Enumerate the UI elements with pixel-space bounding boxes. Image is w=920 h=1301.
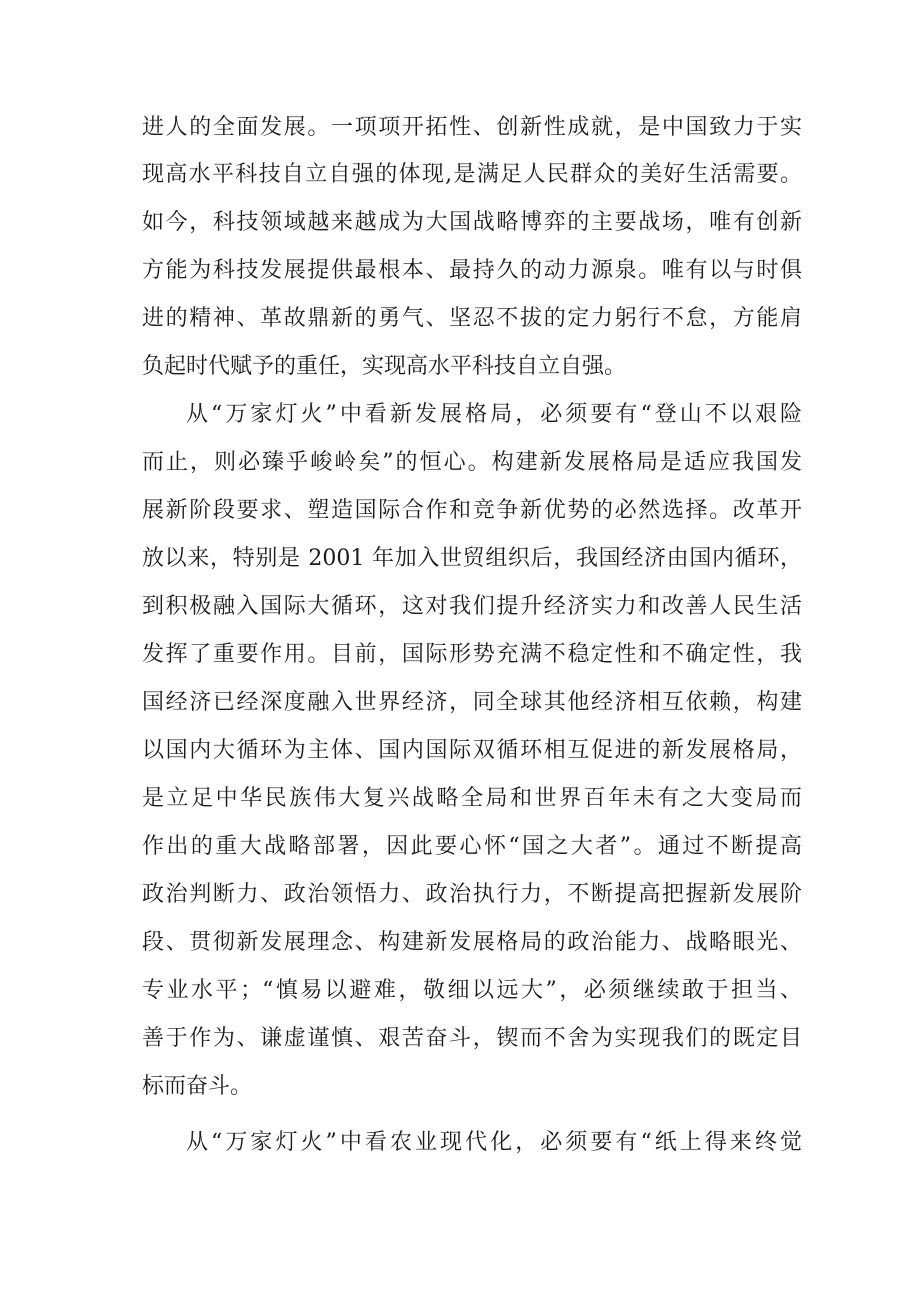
text-line: 方能为科技发展提供最根本、最持久的动力源泉。唯有以与时俱 — [142, 258, 802, 283]
text-line: 专业水平；“慎易以避难，敬细以远大”，必须继续敢于担当、 — [142, 978, 802, 1003]
text-line: 放以来，特别是 2001 年加入世贸组织后，我国经济由国内循环， — [142, 546, 802, 571]
text-line: 进人的全面发展。一项项开拓性、创新性成就，是中国致力于实 — [142, 115, 802, 140]
text-line: 到积极融入国际大循环，这对我们提升经济实力和改善人民生活 — [142, 594, 802, 619]
text-line: 以国内大循环为主体、国内国际双循环相互促进的新发展格局， — [142, 738, 802, 763]
text-line: 而止，则必臻乎峻岭矣”的恒心。构建新发展格局是适应我国发 — [142, 450, 802, 475]
text-line: 从“万家灯火”中看农业现代化，必须要有“纸上得来终觉 — [186, 1130, 802, 1155]
text-line: 作出的重大战略部署，因此要心怀“国之大者”。通过不断提高 — [142, 834, 802, 859]
text-line: 进的精神、革故鼎新的勇气、坚忍不拔的定力躬行不怠，方能肩 — [142, 306, 802, 331]
text-line: 发挥了重要作用。目前，国际形势充满不稳定性和不确定性，我 — [142, 642, 802, 667]
text-line: 如今，科技领域越来越成为大国战略博弈的主要战场，唯有创新 — [142, 210, 802, 235]
text-line: 标而奋斗。 — [142, 1074, 253, 1099]
text-line: 展新阶段要求、塑造国际合作和竞争新优势的必然选择。改革开 — [142, 498, 802, 523]
text-line: 政治判断力、政治领悟力、政治执行力，不断提高把握新发展阶 — [142, 882, 802, 907]
text-line: 现高水平科技自立自强的体现,是满足人民群众的美好生活需要。 — [142, 162, 802, 187]
text-line: 从“万家灯火”中看新发展格局，必须要有“登山不以艰险 — [186, 402, 802, 427]
text-line: 是立足中华民族伟大复兴战略全局和世界百年未有之大变局而 — [142, 786, 802, 811]
text-line: 善于作为、谦虚谨慎、艰苦奋斗，锲而不舍为实现我们的既定目 — [142, 1026, 802, 1051]
text-line: 国经济已经深度融入世界经济，同全球其他经济相互依赖，构建 — [142, 690, 802, 715]
text-line: 段、贯彻新发展理念、构建新发展格局的政治能力、战略眼光、 — [142, 930, 802, 955]
text-line: 负起时代赋予的重任，实现高水平科技自立自强。 — [142, 354, 627, 379]
